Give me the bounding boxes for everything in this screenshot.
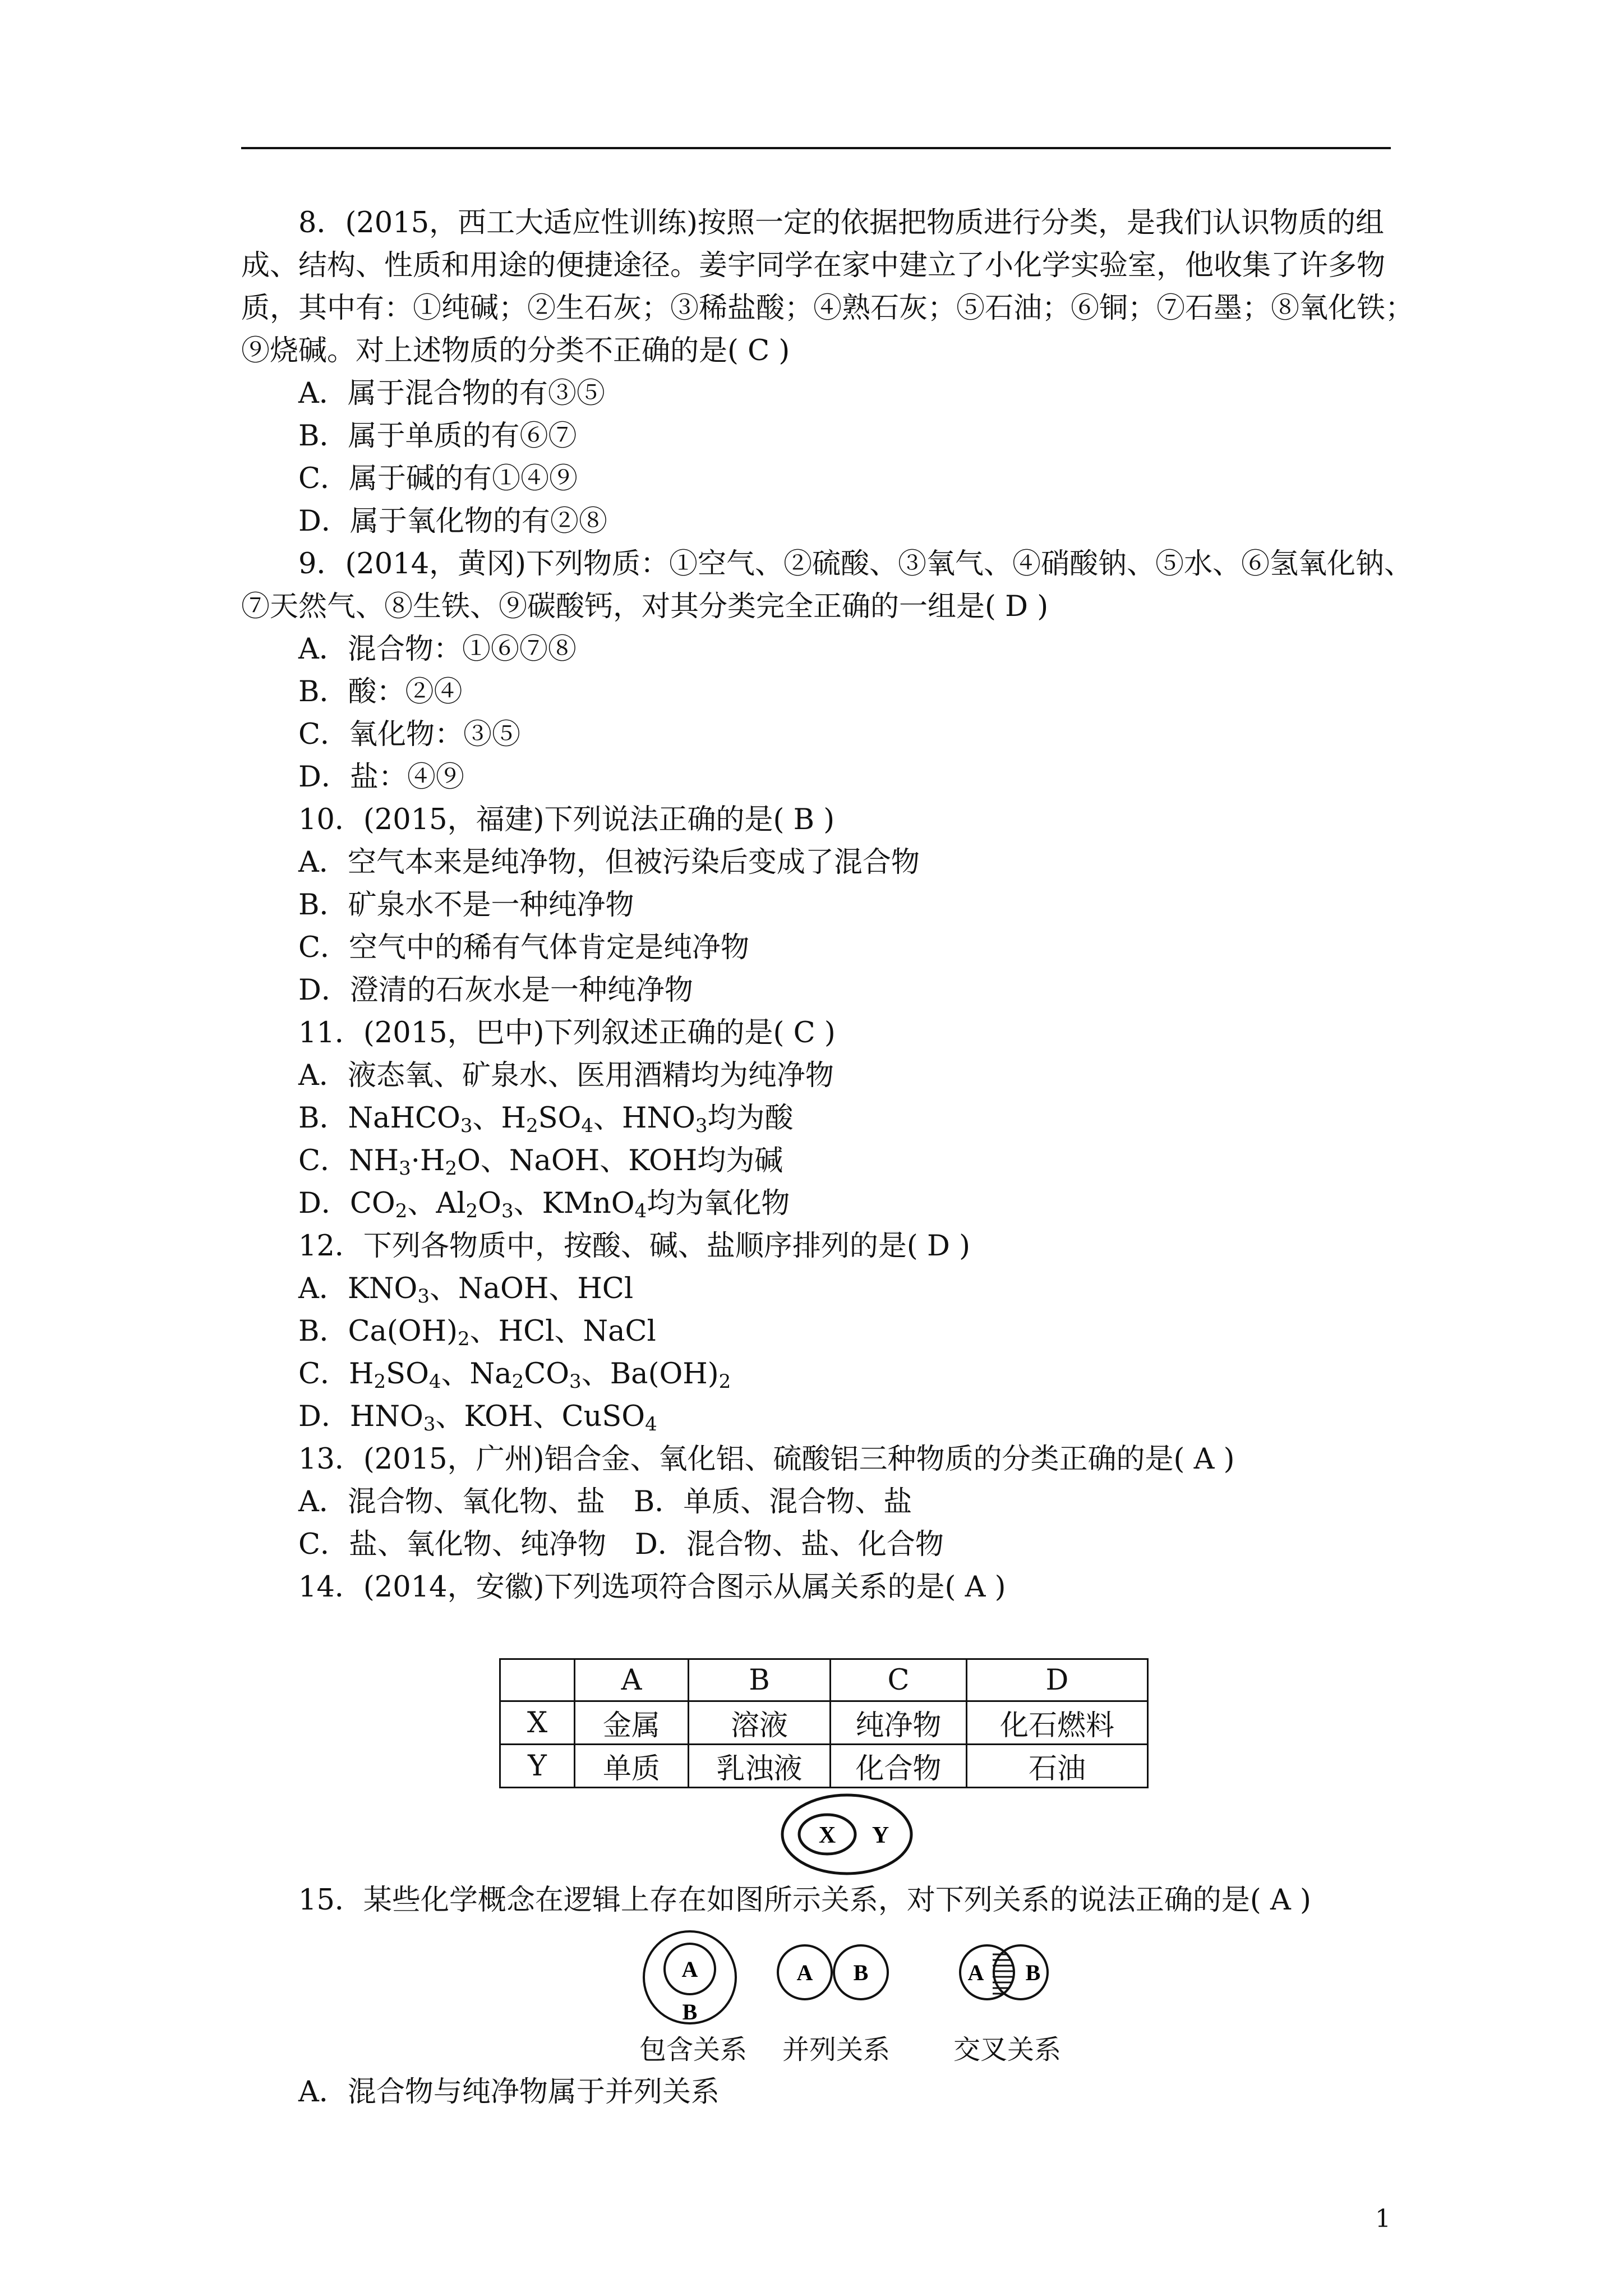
- circle-label-a: A: [796, 1960, 813, 1985]
- q10-option-a: A．空气本来是纯净物，但被污染后变成了混合物: [298, 846, 920, 879]
- intersection-label: 交叉关系: [953, 2034, 1062, 2065]
- table-cell: 化合物: [831, 1745, 967, 1788]
- q8-option-c: C．属于碱的有①④⑨: [298, 462, 578, 495]
- q9-option-d: D．盐：④⑨: [298, 761, 464, 794]
- inclusion-label: 包含关系: [639, 2034, 748, 2065]
- circle-label-b: B: [1025, 1960, 1041, 1985]
- q12-option-d: D．$HNO_3$、KOH、CuSO$_4$: [298, 1400, 657, 1435]
- parallel-diagram: [774, 1943, 892, 2005]
- table-cell: 纯净物: [831, 1701, 967, 1745]
- q10-option-d: D．澄清的石灰水是一种纯净物: [298, 974, 693, 1007]
- table-cell: 乳浊液: [689, 1745, 831, 1788]
- q12-option-a: A．$KNO_3$、NaOH、HCl: [298, 1272, 634, 1308]
- circle-label-b: B: [682, 1999, 698, 2024]
- table-row: [500, 1745, 1148, 1788]
- header-rule: [241, 147, 1391, 149]
- q9-line-1: 9．(2014，黄冈)下列物质：①空气、②硫酸、③氧气、④硝酸钠、⑤水、⑥氢氧化钠、: [298, 547, 1413, 581]
- table-row: [500, 1701, 1148, 1745]
- q11-option-b: B．NaHCO$_3$、$H_2SO_4$、$HNO_3$均为酸: [298, 1102, 794, 1137]
- q14-diagram: [780, 1792, 914, 1876]
- q14-stem: 14．(2014，安徽)下列选项符合图示从属关系的是( A ): [298, 1571, 1006, 1604]
- table-cell: 石油: [967, 1745, 1148, 1788]
- outer-ellipse: [782, 1795, 911, 1874]
- q8-line-3: 质，其中有：①纯碱；②生石灰；③稀盐酸；④熟石灰；⑤石油；⑥铜；⑦石墨；⑧氧化铁；: [241, 292, 1414, 325]
- q8-line-1: 8．(2015，西工大适应性训练)按照一定的依据把物质进行分类，是我们认识物质的组: [298, 206, 1385, 240]
- table-cell: B: [689, 1659, 831, 1701]
- q15-option-a: A．混合物与纯净物属于并列关系: [298, 2076, 720, 2109]
- q11-option-a: A．液态氧、矿泉水、医用酒精均为纯净物: [298, 1059, 834, 1092]
- table-cell: 化石燃料: [967, 1701, 1148, 1745]
- q11-stem: 11．(2015，巴中)下列叙述正确的是( C ): [298, 1016, 836, 1050]
- q9-option-c: C．氧化物：③⑤: [298, 718, 521, 751]
- q10-option-c: C．空气中的稀有气体肯定是纯净物: [298, 931, 750, 964]
- q11-option-c: C．$NH_3\cdot H_2O$、NaOH、KOH均为碱: [298, 1144, 783, 1180]
- table-cell: 单质: [575, 1745, 689, 1788]
- circle-label-b: B: [853, 1960, 869, 1985]
- diagram-label-y: Y: [872, 1823, 889, 1848]
- q12-option-c: C．$H_2SO_4$、$Na_2CO_3$、$Ba(OH)_2$: [298, 1358, 731, 1393]
- q12-option-b: B．$Ca(OH)_2$、HCl、NaCl: [298, 1315, 656, 1350]
- page-number: 1: [1375, 2205, 1391, 2233]
- q9-line-2: ⑦天然气、⑧生铁、⑨碳酸钙，对其分类完全正确的一组是( D ): [241, 590, 1049, 623]
- diagram-label-x: X: [818, 1823, 836, 1848]
- table-cell: Y: [500, 1745, 575, 1788]
- table-cell: C: [831, 1659, 967, 1701]
- intersection-diagram: [953, 1943, 1054, 2005]
- q8-option-a: A．属于混合物的有③⑤: [298, 377, 605, 410]
- q13-options-row-2: C．盐、氧化物、纯净物 D．混合物、盐、化合物: [298, 1528, 944, 1561]
- q9-option-a: A．混合物：①⑥⑦⑧: [298, 633, 577, 666]
- table-cell: X: [500, 1701, 575, 1745]
- q9-option-b: B．酸：②④: [298, 675, 463, 708]
- table-header-row: [500, 1659, 1148, 1701]
- inclusion-diagram: [639, 1930, 740, 2031]
- table-cell: A: [575, 1659, 689, 1701]
- table-cell: [500, 1659, 575, 1701]
- circle-label-a: A: [967, 1960, 984, 1985]
- parallel-label: 并列关系: [782, 2034, 891, 2065]
- q8-option-b: B．属于单质的有⑥⑦: [298, 420, 577, 453]
- table-cell: 溶液: [689, 1701, 831, 1745]
- q8-line-2: 成、结构、性质和用途的便捷途径。姜宇同学在家中建立了小化学实验室，他收集了许多物: [241, 249, 1386, 282]
- q10-stem: 10．(2015，福建)下列说法正确的是( B ): [298, 803, 835, 836]
- q10-option-b: B．矿泉水不是一种纯净物: [298, 889, 634, 922]
- q8-option-d: D．属于氧化物的有②⑧: [298, 505, 607, 538]
- table-cell: 金属: [575, 1701, 689, 1745]
- q11-option-d: D．$CO_2$、$Al_2O_3$、KMnO$_4$均为氧化物: [298, 1187, 790, 1222]
- q15-stem: 15．某些化学概念在逻辑上存在如图所示关系，对下列关系的说法正确的是( A ): [298, 1884, 1311, 1917]
- q13-stem: 13．(2015，广州)铝合金、氧化铝、硫酸铝三种物质的分类正确的是( A ): [298, 1443, 1235, 1476]
- table-cell: D: [967, 1659, 1148, 1701]
- circle-label-a: A: [681, 1957, 698, 1982]
- q8-line-4: ⑨烧碱。对上述物质的分类不正确的是( C ): [241, 334, 790, 367]
- q12-stem: 12．下列各物质中，按酸、碱、盐顺序排列的是( D ): [298, 1230, 971, 1263]
- q14-table: [499, 1658, 1149, 1788]
- q13-options-row-1: A．混合物、氧化物、盐 B．单质、混合物、盐: [298, 1485, 912, 1519]
